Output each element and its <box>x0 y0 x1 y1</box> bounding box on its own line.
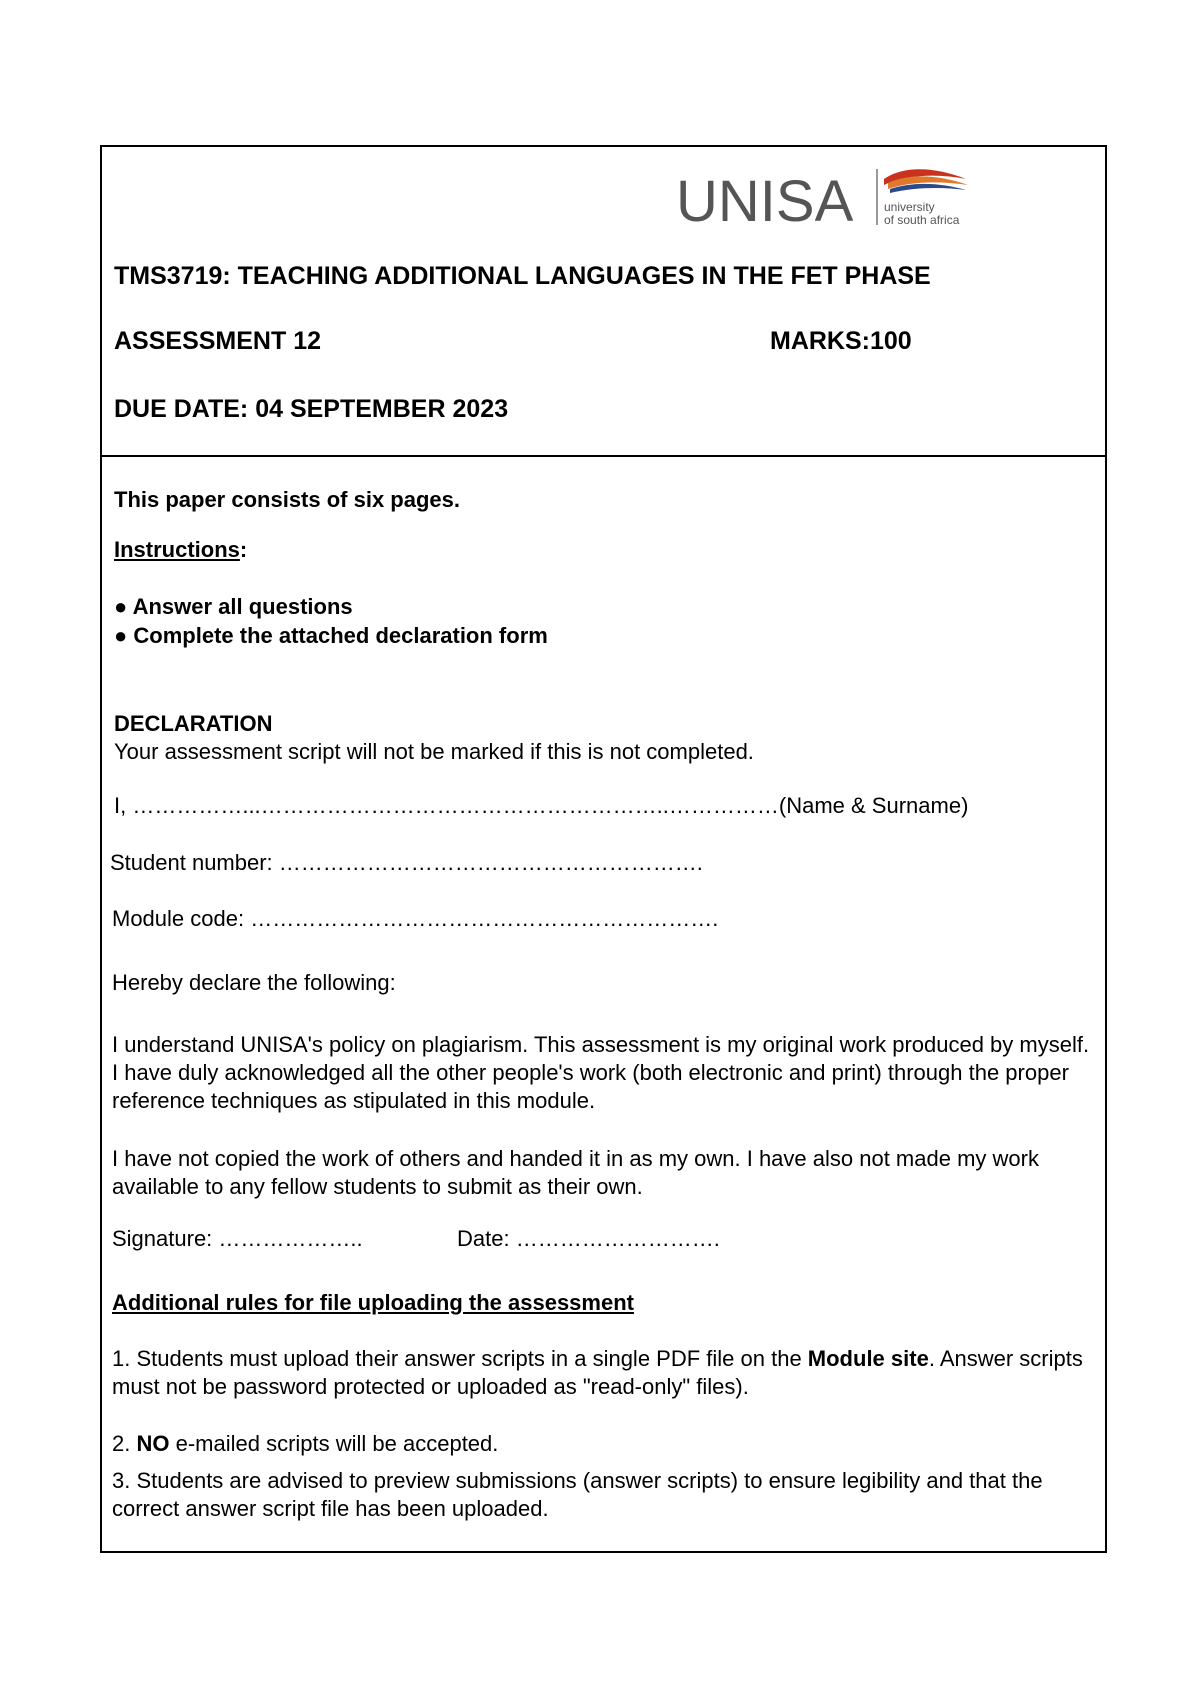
declaration-paragraph-2: I have not copied the work of others and handed it in as my own. I have also not made my work available to any fellow students to submit as their own. <box>112 1146 1039 1199</box>
no-emphasis: NO <box>136 1431 170 1456</box>
marks-total: MARKS:100 <box>770 327 912 355</box>
date-line: Date: ………………………. <box>457 1226 720 1251</box>
rules-heading: Additional rules for file uploading the assessment <box>112 1290 634 1315</box>
instructions-colon: : <box>239 537 248 562</box>
instruction-item: ● Answer all questions <box>114 594 353 619</box>
declaration-heading: DECLARATION <box>114 711 273 736</box>
instructions-heading <box>114 537 247 563</box>
rule-3: 3. Students are advised to preview submissions (answer scripts) to ensure legibility and that the correct answer script file has been uploaded. <box>112 1468 1043 1521</box>
rule-2-number: 2. <box>112 1431 137 1456</box>
instructions-label: Instructions <box>114 537 240 562</box>
document-header <box>102 147 1105 457</box>
pages-note: This paper consists of six pages. <box>114 487 460 512</box>
due-date: DUE DATE: 04 SEPTEMBER 2023 <box>114 395 509 423</box>
signature-line: Signature: ……………….. <box>112 1226 363 1251</box>
rule-1-text: 1. Students must upload their answer scripts in a single PDF file on the <box>112 1346 808 1371</box>
unisa-logo <box>674 159 974 235</box>
rule-2-text: e-mailed scripts will be accepted. <box>169 1431 499 1456</box>
course-title: TMS3719: TEACHING ADDITIONAL LANGUAGES IN THE FET PHASE <box>114 262 931 290</box>
rule-2 <box>112 1430 1097 1458</box>
instruction-item: ● Complete the attached declaration form <box>114 623 548 648</box>
logo-tagline-1: university <box>884 200 935 214</box>
module-site-emphasis: Module site <box>807 1346 929 1371</box>
logo-wordmark: UNISA <box>676 169 854 234</box>
hereby-declare: Hereby declare the following: <box>112 970 396 995</box>
name-field-line: I, ……………...………………………………………………..……………(Name & Surname) <box>114 793 969 818</box>
module-code-line: Module code: ………………………………………………………. <box>112 906 719 931</box>
rule-1-text-end: . Answer scripts must not be password protected or uploaded as "read-only" files). <box>112 1346 1083 1399</box>
declaration-paragraph-1: I understand UNISA's policy on plagiarism. This assessment is my original work produced by myself. I have duly acknowledged all the other people's work (both electronic and print) through the proper reference techniques as stipulated in this module. <box>112 1032 1090 1113</box>
rule-1 <box>112 1345 1097 1401</box>
assessment-number: ASSESSMENT 12 <box>114 327 322 355</box>
declaration-subheading: Your assessment script will not be marked if this is not completed. <box>114 739 754 764</box>
logo-tagline-2: of south africa <box>884 213 960 227</box>
document-frame <box>100 145 1107 1553</box>
student-number-line: Student number: …………………………………………………. <box>110 850 703 875</box>
